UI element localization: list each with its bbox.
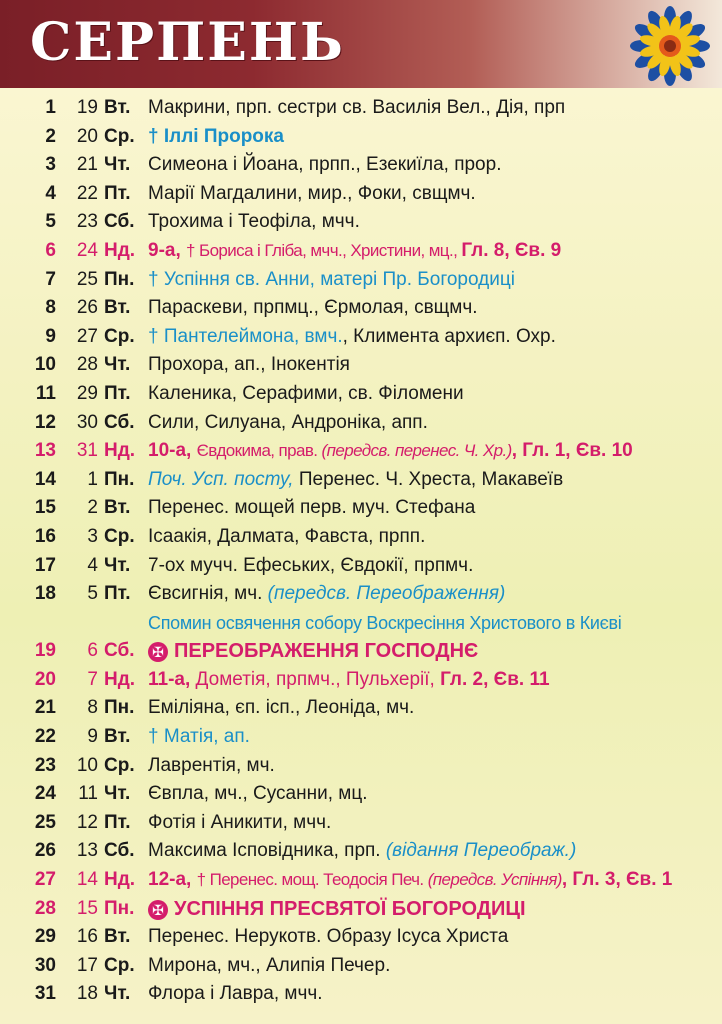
entry-text: , Гл. 3, Єв. 1	[561, 869, 673, 891]
calendar-day-row	[0, 208, 722, 237]
old-style-date: 25	[76, 268, 98, 290]
day-entry	[148, 151, 692, 180]
entry-text: Флора і Лавра, мчч.	[148, 983, 323, 1005]
month-title: СЕРПЕНЬ	[30, 12, 345, 73]
new-style-date: 26	[34, 840, 56, 862]
new-style-date: 22	[34, 726, 56, 748]
entry-text: , Гл. 1, Єв. 10	[511, 440, 633, 462]
day-entry	[148, 923, 692, 952]
old-style-date: 24	[76, 239, 98, 261]
calendar-day-row	[0, 552, 722, 581]
new-style-date: 21	[34, 697, 56, 719]
weekday: Пт.	[104, 811, 131, 833]
weekday: Пт.	[104, 382, 131, 404]
new-style-date: 18	[34, 583, 56, 605]
day-entry	[148, 952, 692, 981]
day-entry	[148, 237, 692, 266]
calendar-day-row	[0, 294, 722, 323]
old-style-date: 9	[87, 726, 98, 748]
weekday: Чт.	[104, 554, 131, 576]
old-style-date: 14	[76, 869, 98, 891]
entry-text: Перенес. Ч. Хреста, Макавеїв	[293, 468, 564, 490]
day-entry	[148, 123, 692, 152]
new-style-date: 8	[45, 297, 56, 319]
calendar-day-row	[0, 666, 722, 695]
weekday: Ср.	[104, 954, 135, 976]
weekday: Сб.	[104, 640, 135, 662]
new-style-date: 20	[34, 668, 56, 690]
entry-text: Мирона, мч., Алипія Печер.	[148, 954, 391, 976]
entry-text: Параскеви, прпмц., Єрмолая, свщмч.	[148, 297, 478, 319]
entry-text: 10-а,	[148, 440, 197, 462]
calendar-day-row	[0, 466, 722, 495]
day-entry	[148, 523, 692, 552]
new-style-date: 13	[34, 440, 56, 462]
day-entry	[148, 723, 692, 752]
weekday: Пт.	[104, 583, 131, 605]
entry-text: Євдокима, прав.	[196, 441, 322, 461]
weekday: Чт.	[104, 154, 131, 176]
old-style-date: 21	[76, 154, 98, 176]
calendar-day-row	[0, 409, 722, 438]
calendar-day-row	[0, 952, 722, 981]
old-style-date: 17	[76, 954, 98, 976]
new-style-date: 2	[45, 125, 56, 147]
calendar-day-row	[0, 752, 722, 781]
weekday: Сб.	[104, 411, 135, 433]
entry-text: Ісаакія, Далмата, Фавста, прпп.	[148, 525, 426, 547]
new-style-date: 1	[45, 97, 56, 118]
entry-text: † Іллі Пророка	[148, 125, 284, 147]
new-style-date: 5	[45, 211, 56, 233]
calendar-day-row	[0, 980, 722, 1009]
calendar-day-row	[0, 494, 722, 523]
calendar-day-row	[0, 237, 722, 266]
calendar-day-row	[0, 94, 722, 123]
old-style-date: 1	[87, 468, 98, 490]
new-style-date: 25	[34, 811, 56, 833]
new-style-date: 14	[34, 468, 56, 490]
entry-text: Фотія і Аникити, мчч.	[148, 811, 332, 833]
weekday: Нд.	[104, 440, 136, 462]
day-entry	[148, 837, 692, 866]
entry-text: † Пантелеймона, вмч.	[148, 325, 343, 347]
day-entry	[148, 780, 692, 809]
weekday: Пн.	[104, 897, 135, 919]
old-style-date: 10	[76, 754, 98, 776]
calendar-day-row	[0, 694, 722, 723]
weekday: Ср.	[104, 325, 135, 347]
old-style-date: 12	[76, 811, 98, 833]
calendar-day-row	[0, 351, 722, 380]
day-entry	[148, 208, 692, 237]
day-entry	[148, 180, 692, 209]
entry-text: † Бориса і Гліба, мчч., Христини, мц.,	[186, 240, 462, 260]
new-style-date: 4	[45, 182, 56, 204]
new-style-date: 23	[34, 754, 56, 776]
entry-text: Прохора, ап., Інокентія	[148, 354, 350, 376]
cross-circle-icon: ✠	[148, 642, 168, 662]
calendar-note	[0, 609, 722, 638]
day-entry	[148, 437, 692, 466]
entry-text: УСПІННЯ ПРЕСВЯТОЇ БОГОРОДИЦІ	[174, 897, 526, 920]
entry-text: Перенес. мощей перв. муч. Стефана	[148, 497, 476, 519]
calendar-day-row	[0, 866, 722, 895]
weekday: Сб.	[104, 840, 135, 862]
calendar-day-row	[0, 266, 722, 295]
weekday: Вт.	[104, 297, 131, 319]
weekday: Ср.	[104, 525, 135, 547]
weekday: Сб.	[104, 211, 135, 233]
day-entry	[148, 694, 692, 723]
new-style-date: 12	[34, 411, 56, 433]
calendar-day-row	[0, 180, 722, 209]
day-entry	[148, 580, 692, 609]
entry-text: Євпла, мч., Сусанни, мц.	[148, 783, 368, 805]
day-entry	[148, 895, 692, 925]
old-style-date: 20	[76, 125, 98, 147]
weekday: Вт.	[104, 926, 131, 948]
day-list	[0, 94, 722, 1009]
entry-text: Марії Магдалини, мир., Фоки, свщмч.	[148, 182, 476, 204]
old-style-date: 19	[76, 97, 98, 118]
cross-circle-icon: ✠	[148, 900, 168, 920]
entry-text: Перенес. Нерукотв. Образу Ісуса Христа	[148, 926, 509, 948]
calendar-day-row	[0, 123, 722, 152]
entry-text: Трохима і Теофіла, мчч.	[148, 211, 360, 233]
new-style-date: 6	[45, 239, 56, 261]
day-entry	[148, 552, 692, 581]
entry-text: Поч. Усп. посту,	[148, 468, 294, 490]
weekday: Нд.	[104, 869, 136, 891]
new-style-date: 11	[35, 382, 56, 404]
new-style-date: 15	[34, 497, 56, 519]
calendar-day-row	[0, 895, 722, 924]
calendar-day-row	[0, 780, 722, 809]
calendar-day-row	[0, 380, 722, 409]
day-entry	[148, 809, 692, 838]
weekday: Пт.	[104, 182, 131, 204]
day-entry	[148, 494, 692, 523]
day-entry	[148, 637, 692, 667]
entry-text: Еміліяна, єп. ісп., Леоніда, мч.	[148, 697, 415, 719]
note-text: Спомин освячення собору Воскресіння Христового в Києві	[148, 612, 622, 633]
calendar-day-row	[0, 323, 722, 352]
entry-text: 12-а,	[148, 869, 197, 891]
weekday: Ср.	[104, 125, 135, 147]
weekday: Нд.	[104, 239, 136, 261]
new-style-date: 17	[34, 554, 56, 576]
month-header	[0, 0, 722, 88]
weekday: Чт.	[104, 354, 131, 376]
weekday: Вт.	[104, 726, 131, 748]
calendar-day-row	[0, 437, 722, 466]
entry-text: , Климента архиєп. Охр.	[342, 325, 556, 347]
calendar-day-row	[0, 523, 722, 552]
entry-text: Максима Ісповідника, прп.	[148, 840, 386, 862]
entry-text: Макрини, прп. сестри св. Василія Вел., Дія, прп	[148, 97, 566, 118]
entry-text: † Успіння св. Анни, матері Пр. Богородиці	[148, 268, 515, 290]
entry-text: (відання Переображ.)	[385, 840, 577, 862]
entry-text: Дометія, прпмч., Пульхерії,	[195, 668, 441, 690]
weekday: Вт.	[104, 97, 131, 118]
entry-text: † Матія, ап.	[148, 726, 250, 748]
day-entry	[148, 866, 692, 895]
calendar-day-row	[0, 923, 722, 952]
new-style-date: 31	[34, 983, 56, 1005]
old-style-date: 11	[78, 783, 98, 805]
weekday: Ср.	[104, 754, 135, 776]
weekday: Пн.	[104, 697, 135, 719]
entry-text: (передсв. Переображення)	[267, 583, 506, 605]
old-style-date: 23	[76, 211, 98, 233]
calendar-day-row	[0, 723, 722, 752]
day-entry	[148, 94, 692, 123]
day-entry	[148, 666, 692, 695]
entry-text: 9-а,	[148, 239, 187, 261]
entry-text: Сили, Силуана, Андроніка, апп.	[148, 411, 428, 433]
new-style-date: 7	[45, 268, 56, 290]
old-style-date: 26	[76, 297, 98, 319]
new-style-date: 16	[34, 525, 56, 547]
day-entry	[148, 466, 692, 495]
entry-text: Гл. 2, Єв. 11	[440, 668, 550, 690]
old-style-date: 2	[87, 497, 98, 519]
day-entry	[148, 323, 692, 352]
calendar-day-row	[0, 809, 722, 838]
new-style-date: 28	[34, 897, 56, 919]
old-style-date: 18	[76, 983, 98, 1005]
entry-text: (передсв. перенес. Ч. Хр.)	[321, 441, 512, 461]
old-style-date: 31	[76, 440, 98, 462]
weekday: Вт.	[104, 497, 131, 519]
day-entry	[148, 752, 692, 781]
old-style-date: 5	[87, 583, 98, 605]
old-style-date: 15	[76, 897, 98, 919]
day-entry	[148, 409, 692, 438]
old-style-date: 22	[76, 182, 98, 204]
sunflower-icon	[628, 4, 712, 88]
entry-text: Каленика, Серафими, св. Філомени	[148, 382, 464, 404]
old-style-date: 3	[87, 525, 98, 547]
old-style-date: 8	[87, 697, 98, 719]
old-style-date: 6	[87, 640, 98, 662]
weekday: Нд.	[104, 668, 136, 690]
old-style-date: 29	[76, 382, 98, 404]
calendar-day-row	[0, 837, 722, 866]
new-style-date: 30	[34, 954, 56, 976]
weekday: Чт.	[104, 783, 131, 805]
new-style-date: 19	[34, 640, 56, 662]
day-entry	[148, 294, 692, 323]
new-style-date: 24	[34, 783, 56, 805]
day-entry	[148, 351, 692, 380]
old-style-date: 13	[76, 840, 98, 862]
new-style-date: 9	[45, 325, 56, 347]
weekday: Чт.	[104, 983, 131, 1005]
calendar-day-row	[0, 580, 722, 609]
entry-text: 11-а,	[148, 668, 196, 690]
weekday: Пн.	[104, 268, 135, 290]
day-entry	[148, 980, 692, 1009]
calendar-day-row	[0, 637, 722, 666]
old-style-date: 4	[87, 554, 98, 576]
old-style-date: 28	[76, 354, 98, 376]
old-style-date: 27	[76, 325, 98, 347]
day-entry	[148, 380, 692, 409]
entry-text: 7-ох мучч. Ефеських, Євдокії, прпмч.	[148, 554, 474, 576]
old-style-date: 7	[87, 668, 98, 690]
entry-text: Симеона і Йоана, прпп., Езекиїла, прор.	[148, 154, 502, 176]
day-entry	[148, 266, 692, 295]
entry-text: ПЕРЕОБРАЖЕННЯ ГОСПОДНЄ	[174, 640, 479, 663]
entry-text: Лаврентія, мч.	[148, 754, 275, 776]
entry-text: Гл. 8, Єв. 9	[461, 239, 562, 261]
entry-text: Євсигнія, мч.	[148, 583, 268, 605]
calendar-day-row	[0, 151, 722, 180]
new-style-date: 27	[34, 869, 56, 891]
old-style-date: 16	[76, 926, 98, 948]
new-style-date: 3	[45, 154, 56, 176]
weekday: Пн.	[104, 468, 135, 490]
new-style-date: 29	[34, 926, 56, 948]
new-style-date: 10	[34, 354, 56, 376]
entry-text: † Перенес. мощ. Теодосія Печ.	[196, 870, 428, 890]
old-style-date: 30	[76, 411, 98, 433]
entry-text: (передсв. Успіння)	[427, 870, 562, 890]
